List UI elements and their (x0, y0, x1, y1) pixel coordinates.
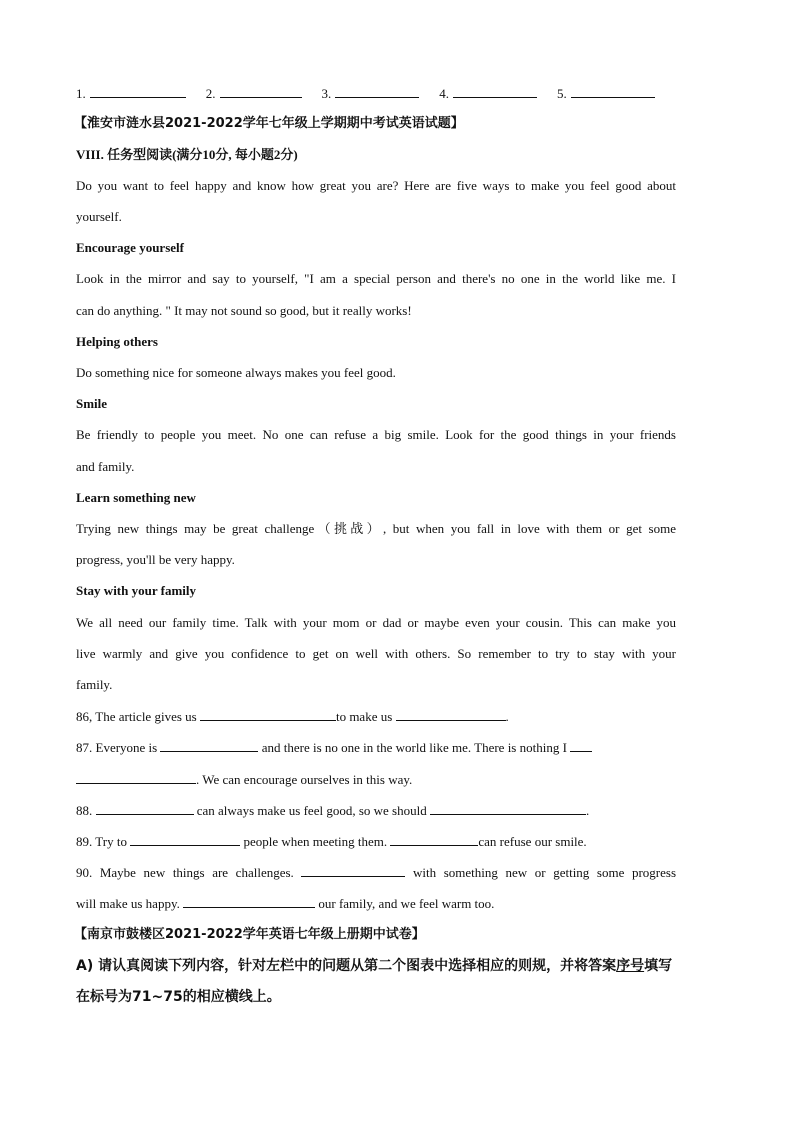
q89-blank-1[interactable] (130, 832, 240, 846)
paragraph-5-line-2: live warmly and give you confidence to get on well with others. So remember to try to stay with your (76, 646, 676, 661)
question-90-line-2: will make us happy. our family, and we feel warm too. (76, 896, 495, 911)
answer-blank-4[interactable]: 4. (439, 84, 537, 103)
question-87-line-2: . We can encourage ourselves in this way. (76, 770, 676, 789)
section1-source: 【淮安市涟水县2021-2022学年七年级上学期期中考试英语试题】 (74, 116, 464, 131)
question-87-line-1: 87. Everyone is and there is no one in the world like me. There is nothing I (76, 738, 676, 757)
answer-blank-2[interactable]: 2. (206, 84, 302, 103)
intro-line-2: yourself. (76, 209, 122, 224)
answer-blank-1[interactable]: 1. (76, 84, 186, 103)
q86-blank-2[interactable] (396, 707, 506, 721)
paragraph-2-line-1: Do something nice for someone always makes you feel good. (76, 365, 396, 380)
q88-blank-1[interactable] (96, 801, 194, 815)
question-89: 89. Try to people when meeting them. can refuse our smile. (76, 834, 587, 849)
paragraph-5-line-1: We all need our family time. Talk with your mom or dad or maybe even your cousin. This can make you (76, 615, 676, 630)
paragraph-4-line-2: progress, you'll be very happy. (76, 552, 235, 567)
paragraph-1-line-1: Look in the mirror and say to yourself, "I am a special person and there's no one in the world like me. I (76, 271, 676, 286)
q87-blank-1[interactable] (160, 738, 258, 752)
question-90-line-1: 90. Maybe new things are challenges. with something new or getting some progress (76, 865, 676, 880)
section2-instruction-line-2: 在标号为71~75的相应横线上。 (76, 989, 281, 1005)
section2-source: 【南京市鼓楼区2021-2022学年英语七年级上册期中试卷】 (74, 927, 425, 942)
heading-stay-with-family: Stay with your family (76, 583, 197, 598)
q89-blank-2[interactable] (390, 832, 478, 846)
q87-blank-2[interactable] (570, 738, 592, 752)
heading-smile: Smile (76, 396, 108, 411)
answer-blank-3[interactable]: 3. (322, 84, 420, 103)
q90-blank-2[interactable] (183, 894, 315, 908)
intro-line-1: Do you want to feel happy and know how great you are? Here are five ways to make you feel good about (76, 178, 676, 193)
paragraph-4-line-1: Trying new things may be great challenge（挑战）, but when you fall in love with them or get some (76, 521, 676, 536)
heading-encourage-yourself: Encourage yourself (76, 240, 184, 255)
question-86: 86, The article gives us to make us . (76, 709, 509, 724)
paragraph-3-line-1: Be friendly to people you meet. No one can refuse a big smile. Look for the good things in your friends (76, 427, 676, 442)
answer-blank-5[interactable]: 5. (557, 84, 655, 103)
q86-blank-1[interactable] (200, 707, 336, 721)
heading-helping-others: Helping others (76, 334, 158, 349)
answer-blank-row (76, 84, 676, 103)
paragraph-1-line-2: can do anything. " It may not sound so good, but it really works! (76, 303, 412, 318)
section1-title: VIII. 任务型阅读(满分10分, 每小题2分) (76, 147, 298, 162)
q87-blank-3[interactable] (76, 770, 196, 784)
q88-blank-2[interactable] (430, 801, 586, 815)
paragraph-3-line-2: and family. (76, 459, 135, 474)
question-88: 88. can always make us feel good, so we should . (76, 803, 590, 818)
heading-learn-something-new: Learn something new (76, 490, 196, 505)
paragraph-5-line-3: family. (76, 677, 113, 692)
q90-blank-1[interactable] (301, 863, 405, 877)
section2-instruction-line-1: A) 请认真阅读下列内容，针对左栏中的问题从第二个图表中选择相应的则规，并将答案序号填写 (76, 958, 673, 974)
underlined-term: 序号 (616, 958, 645, 974)
